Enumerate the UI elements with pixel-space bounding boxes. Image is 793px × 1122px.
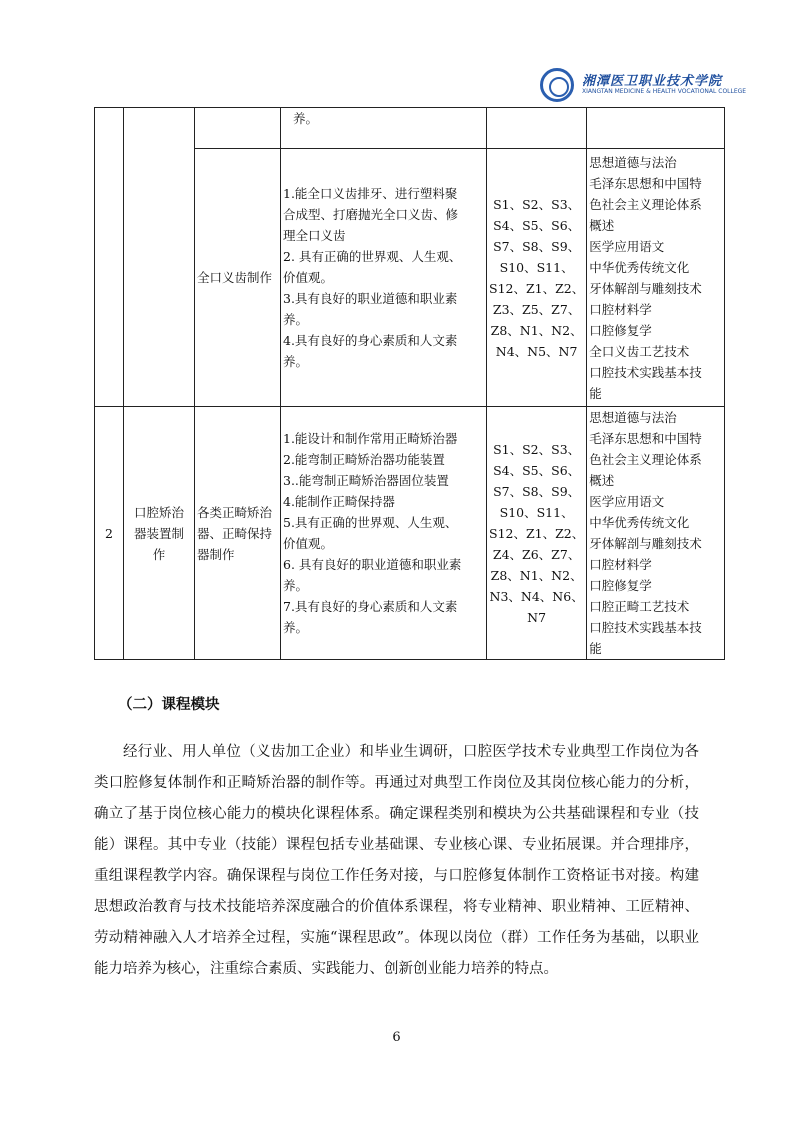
course-line: 口腔修复学 [589,322,652,338]
course-line: 中华优秀传统文化 [589,515,690,530]
code-line: S7、S8、S9、 [493,483,581,499]
row-number: 2 [95,407,124,660]
college-logo [540,68,747,108]
req-line: 7.具有良好的身心素质和人文素 [283,599,458,614]
code-line: Z8、N1、N2、 [490,322,583,338]
task-cell: 全口义齿制作 [195,149,281,407]
continuation-task-cell [195,108,281,149]
course-line: 牙体解剖与雕刻技术 [589,536,702,551]
course-line: 思想道德与法治 [589,154,677,170]
code-line: N3、N4、N6、 [489,588,584,604]
code-line: S4、S5、S6、 [493,462,581,478]
req-line: 1.能全口义齿排牙、进行塑料聚 [283,186,458,201]
code-line: S12、Z1、Z2、 [489,525,585,541]
task-line: 各类正畸矫治 [197,504,273,520]
area-cell [124,407,195,660]
college-emblem-icon [540,68,574,102]
table-row [95,407,725,660]
code-line: S1、S2、S3、 [493,441,581,457]
course-line: 能 [589,385,602,401]
course-line: 医学应用语文 [589,494,665,509]
req-tail-text: 养。 [293,111,319,126]
course-line: 口腔材料学 [589,301,652,317]
table-row [95,108,725,149]
req-line: 2. 具有正确的世界观、人生观、 [283,249,462,264]
course-line: 医学应用语文 [589,238,665,254]
code-line: N7 [527,609,547,625]
course-line: 色社会主义理论体系 [589,196,702,212]
course-line: 全口义齿工艺技术 [589,343,690,359]
college-name-cn: 湘潭医卫职业技术学院 [582,74,723,89]
course-cell [587,407,725,660]
continuation-course-cell [587,108,725,149]
req-line: 养。 [283,620,309,635]
code-line: Z3、Z5、Z7、 [492,301,581,317]
college-name-en: XIANGTAN MEDICINE & HEALTH VOCATIONAL COLLEGE [582,88,747,95]
row1-area-cell [124,108,195,407]
course-line: 口腔正畸工艺技术 [589,599,690,614]
requirements-cell [281,407,487,660]
req-line: 1.能设计和制作常用正畸矫治器 [283,431,458,446]
code-line: S1、S2、S3、 [493,196,581,212]
task-line: 器、正畸保持 [197,525,273,541]
page-number: 6 [392,1030,401,1045]
course-line: 口腔技术实践基本技 [589,620,702,635]
code-line: Z8、N1、N2、 [490,567,583,583]
code-line: Z4、Z6、Z7、 [492,546,581,562]
course-cell [587,149,725,407]
req-line: 价值观。 [283,536,334,551]
req-line: 4.能制作正畸保持器 [283,494,395,509]
req-line: 养。 [283,354,309,369]
curriculum-table [94,107,725,660]
continuation-code-cell [487,108,587,149]
competency-code-cell [487,149,587,407]
course-line: 牙体解剖与雕刻技术 [589,280,702,296]
area-line: 作 [152,546,166,562]
req-line: 6. 具有良好的职业道德和职业素 [283,557,462,572]
req-line: 合成型、打磨抛光全口义齿、修 [283,207,459,222]
area-line: 器装置制 [133,525,184,541]
section-paragraph: 经行业、用人单位（义齿加工企业）和毕业生调研，口腔医学技术专业典型工作岗位为各类口腔修复体制作和正畸矫治器的制作等。再通过对典型工作岗位及其岗位核心能力的分析，确立了基于岗位核心能力的模块化课程体系。确定课程类别和模块为公共基础课程和专业（技能）课程。其中专业（技能）课程包括专业基础课、专业核心课、专业拓展课。并合理排序，重组课程教学内容。确保课程与岗位工作任务对接，与口腔修复体制作工资格证书对接。构建思想政治教育与技术技能培养深度融合的价值体系课程，将专业精神、职业精神、工匠精神、劳动精神融入人才培养全过程，实施“课程思政”。体现以岗位（群）工作任务为基础，以职业能力培养为核心，注重综合素质、实践能力、创新创业能力培养的特点。 [94,743,699,977]
course-line: 口腔材料学 [589,557,652,572]
continuation-req-cell [281,108,487,149]
code-line: S12、Z1、Z2、 [489,280,585,296]
course-line: 概述 [589,473,615,488]
course-line: 概述 [589,217,615,233]
course-line: 毛泽东思想和中国特 [589,431,702,446]
row1-num-cell [95,108,124,407]
code-line: S10、S11、 [499,259,574,275]
req-line: 价值观。 [283,270,334,285]
code-line: S7、S8、S9、 [493,238,581,254]
req-line: 3..能弯制正畸矫治器固位装置 [283,473,449,488]
course-line: 毛泽东思想和中国特 [589,175,702,191]
task-cell [195,407,281,660]
competency-code-cell [487,407,587,660]
req-line: 养。 [283,312,309,327]
requirements-cell [281,149,487,407]
req-line: 养。 [283,578,309,593]
req-line: 2.能弯制正畸矫治器功能装置 [283,452,445,467]
code-line: S4、S5、S6、 [493,217,581,233]
course-line: 思想道德与法治 [589,410,677,425]
course-line: 色社会主义理论体系 [589,452,702,467]
course-line: 口腔修复学 [589,578,652,593]
course-line: 能 [589,641,602,656]
req-line: 5.具有正确的世界观、人生观、 [283,515,458,530]
course-line: 口腔技术实践基本技 [589,364,702,380]
section-heading: （二）课程模块 [118,697,220,713]
req-line: 3.具有良好的职业道德和职业素 [283,291,458,306]
req-line: 4.具有良好的身心素质和人文素 [283,333,458,348]
area-line: 口腔矫治 [133,504,184,520]
task-line: 器制作 [197,546,235,562]
req-line: 理全口义齿 [283,228,346,243]
code-line: S10、S11、 [499,504,574,520]
course-line: 中华优秀传统文化 [589,259,690,275]
code-line: N4、N5、N7 [495,343,578,359]
